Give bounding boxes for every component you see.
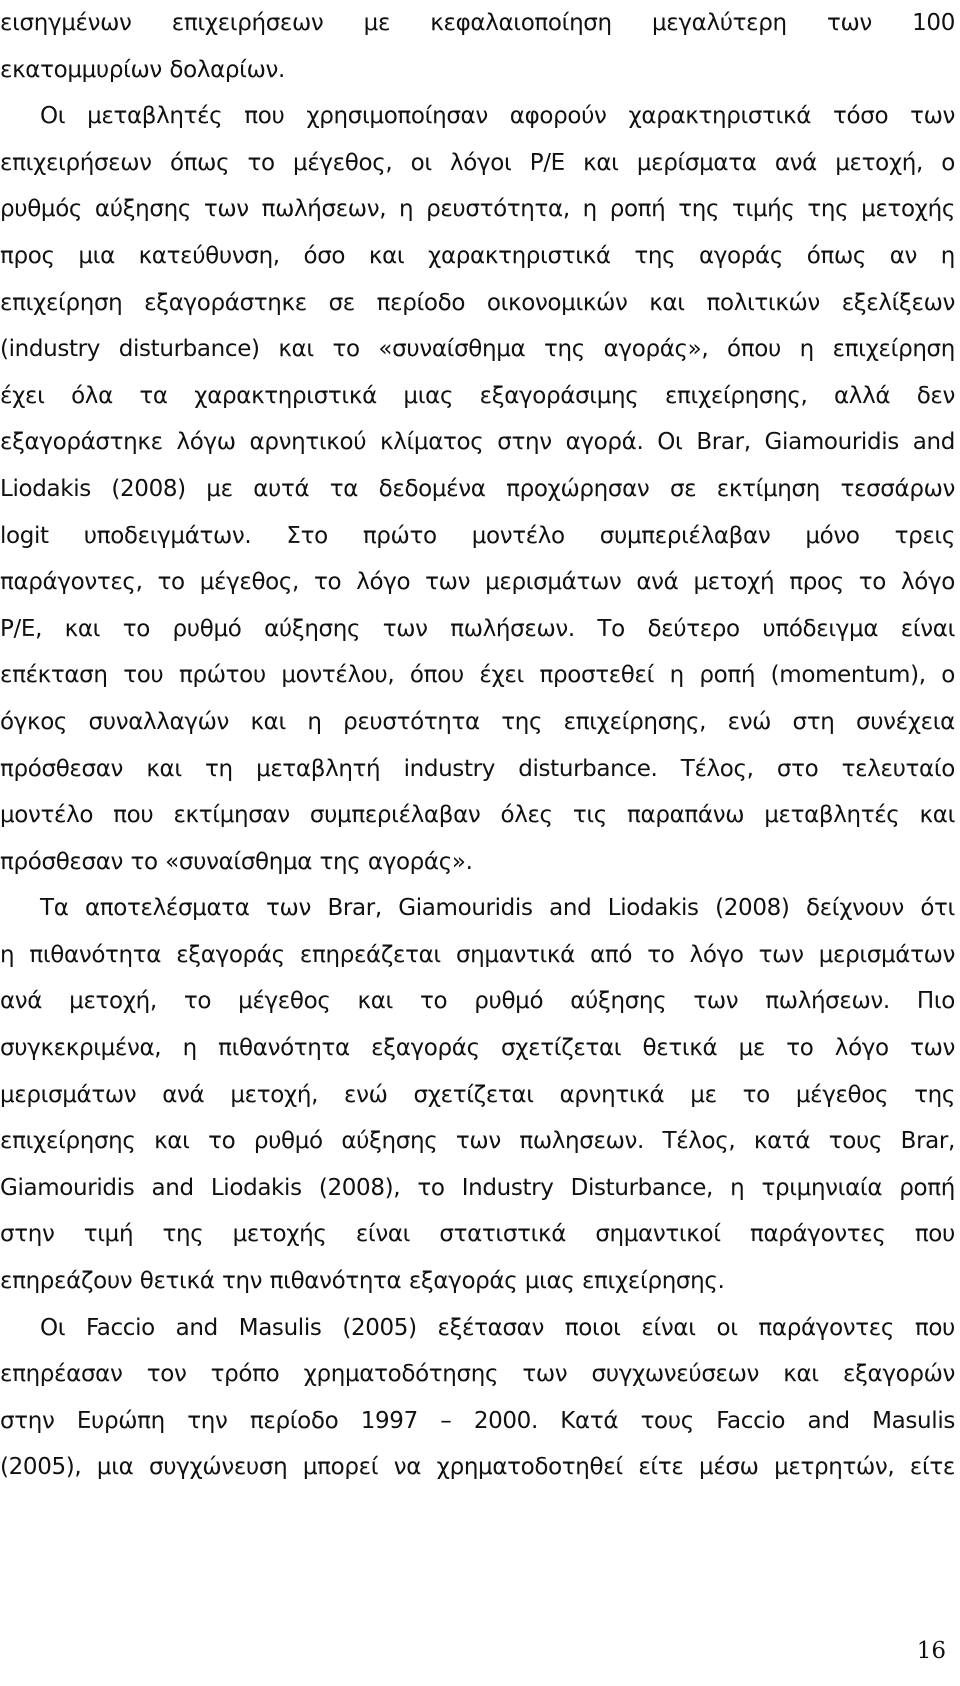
text-line: Giamouridis and Liodakis (2008), το Industry Disturbance, η τριμηνιαία ροπή [0, 1174, 955, 1201]
text-line: η πιθανότητα εξαγοράς επηρεάζεται σημαντικά από το λόγο των μερισμάτων [0, 941, 955, 968]
text-line: εξαγοράστηκε λόγω αρνητικού κλίματος στην αγορά. Οι Brar, Giamouridis and [0, 429, 955, 456]
text-line: παράγοντες, το μέγεθος, το λόγο των μερισμάτων ανά μετοχή προς το λόγο [0, 569, 955, 596]
text-line: Liodakis (2008) με αυτά τα δεδομένα προχώρησαν σε εκτίμηση τεσσάρων [0, 475, 955, 502]
text-line: επηρεάζουν θετικά την πιθανότητα εξαγοράς μιας επιχείρησης. [0, 1268, 725, 1295]
text-line: logit υποδειγμάτων. Στο πρώτο μοντέλο συμπεριέλαβαν μόνο τρεις [0, 522, 955, 549]
text-line: επιχείρησης και το ρυθμό αύξησης των πωλησεων. Τέλος, κατά τους Brar, [0, 1128, 955, 1155]
text-line: ανά μετοχή, το μέγεθος και το ρυθμό αύξησης των πωλήσεων. Πιο [0, 988, 955, 1015]
text-line: εκατομμυρίων δολαρίων. [0, 56, 285, 83]
text-line: μοντέλο που εκτίμησαν συμπεριέλαβαν όλες τις παραπάνω μεταβλητές και [0, 802, 955, 829]
text-line: (2005), μια συγχώνευση μπορεί να χρηματοδοτηθεί είτε μέσω μετρητών, είτε [0, 1454, 955, 1481]
text-line: μερισμάτων ανά μετοχή, ενώ σχετίζεται αρνητικά με το μέγεθος της [0, 1081, 955, 1108]
text-line: επηρέασαν τον τρόπο χρηματοδότησης των συγχωνεύσεων και εξαγορών [0, 1361, 955, 1388]
text-line: εισηγμένων επιχειρήσεων με κεφαλαιοποίηση μεγαλύτερη των 100 [0, 10, 955, 36]
text-line: επέκταση του πρώτου μοντέλου, όπου έχει προστεθεί η ροπή (momentum), ο [0, 662, 955, 689]
text-line: στην τιμή της μετοχής είναι στατιστικά σημαντικοί παράγοντες που [0, 1221, 955, 1248]
paragraph-start-line: Οι μεταβλητές που χρησιμοποίησαν αφορούν χαρακτηριστικά τόσο των [40, 103, 955, 130]
page-number: 16 [916, 1638, 946, 1664]
paragraph-start-line: Οι Faccio and Masulis (2005) εξέτασαν ποιοι είναι οι παράγοντες που [40, 1314, 955, 1341]
text-line: πρόσθεσαν και τη μεταβλητή industry disturbance. Τέλος, στο τελευταίο [0, 755, 955, 782]
text-line: στην Ευρώπη την περίοδο 1997 – 2000. Κατά τους Faccio and Masulis [0, 1407, 955, 1434]
text-line: πρόσθεσαν το «συναίσθημα της αγοράς». [0, 848, 473, 875]
text-line: προς μια κατεύθυνση, όσο και χαρακτηριστικά της αγοράς όπως αν η [0, 242, 955, 269]
text-line: έχει όλα τα χαρακτηριστικά μιας εξαγοράσιμης επιχείρησης, αλλά δεν [0, 382, 955, 409]
text-line: συγκεκριμένα, η πιθανότητα εξαγοράς σχετίζεται θετικά με το λόγο των [0, 1035, 955, 1062]
text-line: επιχειρήσεων όπως το μέγεθος, οι λόγοι Ρ/Ε και μερίσματα ανά μετοχή, ο [0, 149, 955, 176]
paragraph-start-line: Τα αποτελέσματα των Brar, Giamouridis and Liodakis (2008) δείχνουν ότι [40, 895, 955, 922]
text-line: επιχείρηση εξαγοράστηκε σε περίοδο οικονομικών και πολιτικών εξελίξεων [0, 289, 955, 316]
text-line: ρυθμός αύξησης των πωλήσεων, η ρευστότητα, η ροπή της τιμής της μετοχής [0, 196, 955, 223]
text-line: Ρ/Ε, και το ρυθμό αύξησης των πωλήσεων. Το δεύτερο υπόδειγμα είναι [0, 615, 955, 642]
text-line: όγκος συναλλαγών και η ρευστότητα της επιχείρησης, ενώ στη συνέχεια [0, 708, 955, 735]
text-line: (industry disturbance) και το «συναίσθημα της αγοράς», όπου η επιχείρηση [0, 336, 955, 363]
